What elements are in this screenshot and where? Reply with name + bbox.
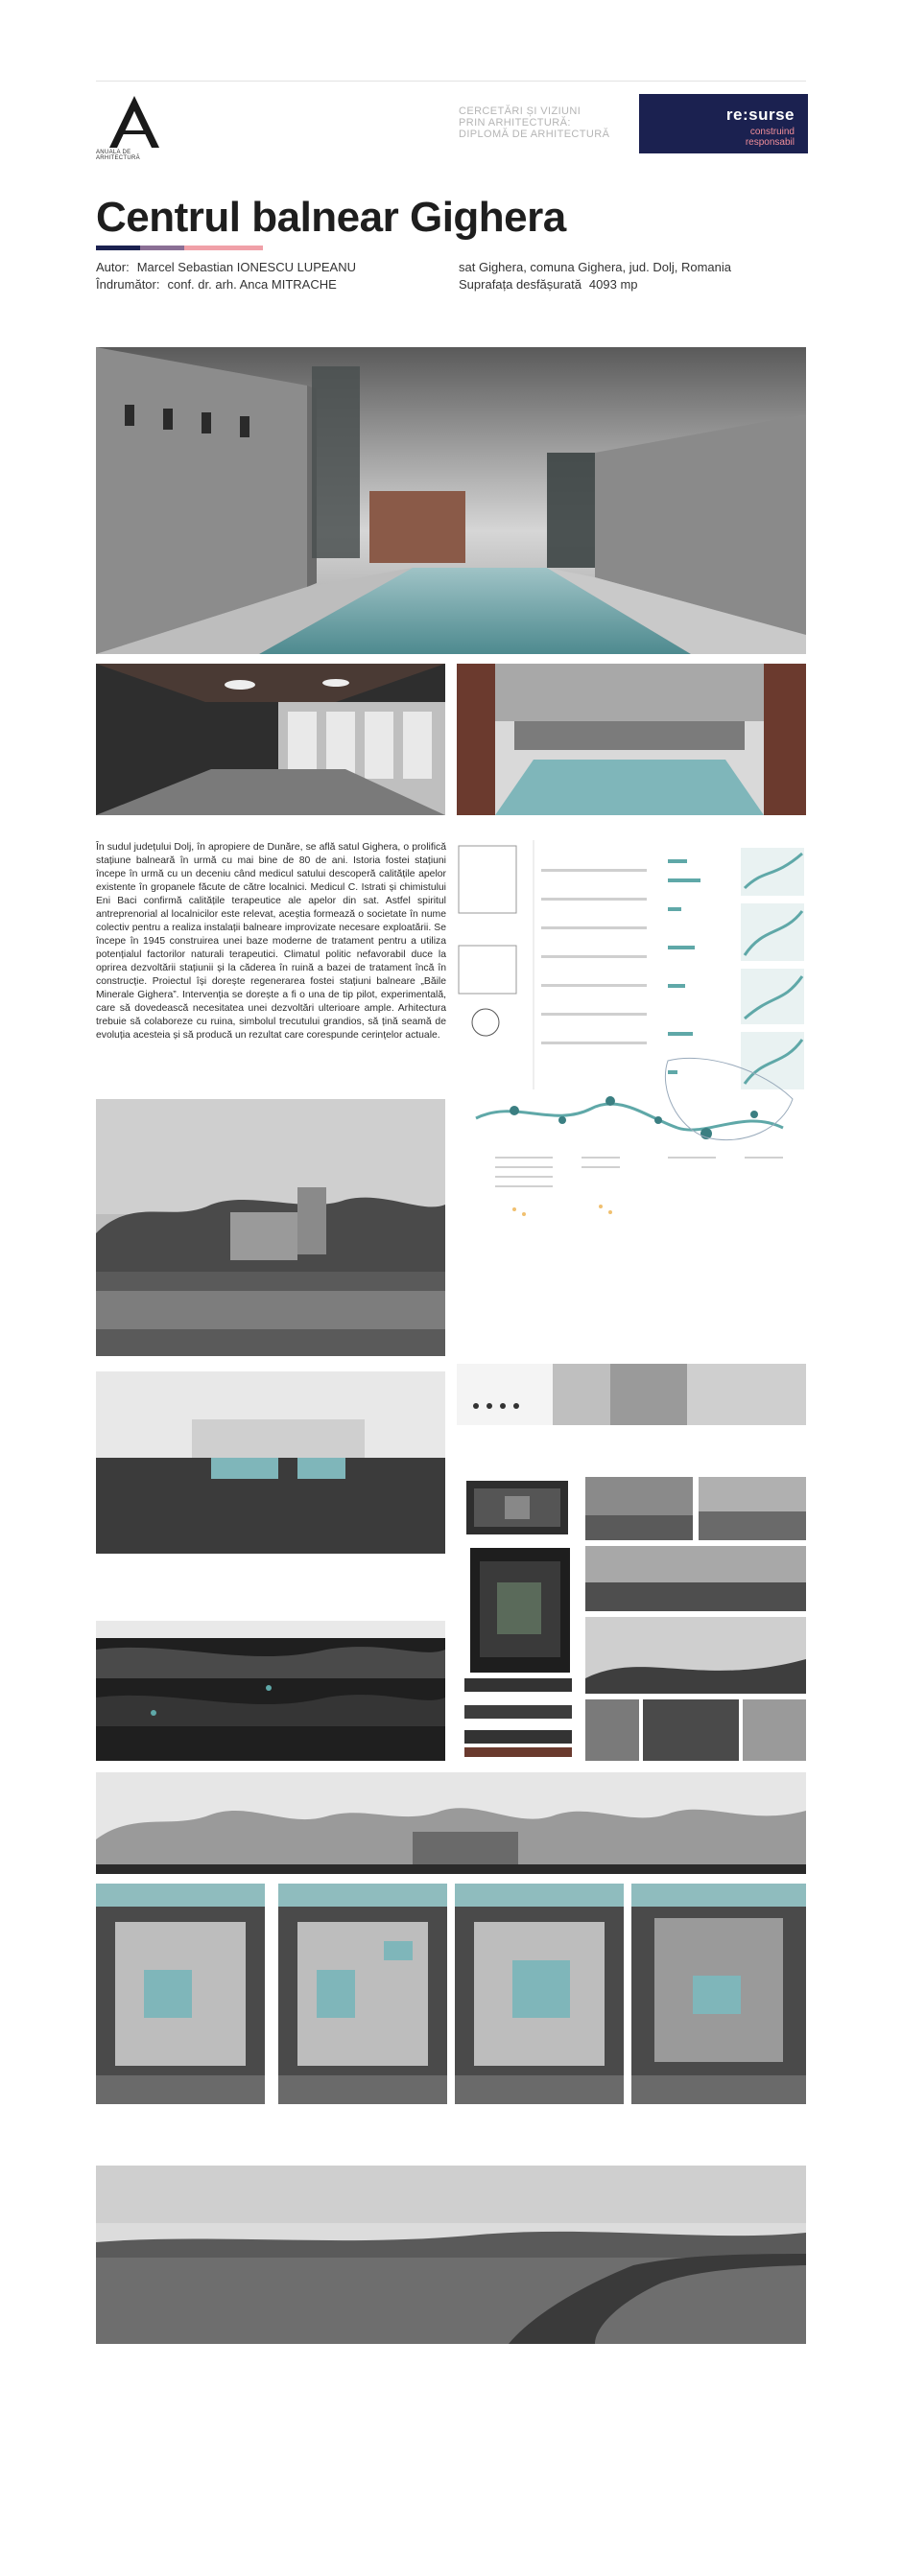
floor-plan-3-image: [455, 1884, 624, 2104]
section-drawing-image: [96, 1371, 445, 1554]
elevations-image: [464, 1676, 572, 1759]
project-description: În sudul județului Dolj, în apropiere de Dunăre, se află satul Gighera, o prolifică stațiune balneară în urmă cu mai bine de 80 de ani. Istoria fostei stațiuni începe în urmă cu un deceniu când medicul satului descoperă calitățile apelor existente în gropanele făcute de către localnici. Medicul C. Istrati și chimistului Eni Baci confirmă calitățile terapeutice ale apelor din sat. Astfel spiritul antreprenorial al localnicilor este relevat, aceștia formează o societate în nume colectiv pentru a realiza instalații balneare improvizate necesare exploatării. Se începe în 1945 construirea unei baze moderne de tratament pentru a utiliza potențialul factorilor naturali terapeutici. Climatul politic nefavorabil duce la oprirea dezvoltării stațiunii și la căderea în ruină a bazei de tratament încă în construcție. Proiectul își dorește regenerarea fostei stațiuni balneare „Băile Minerale Gighera”. Intervenția se dorește a fi o una de tip pilot, experimentală, care să dovedească necesitatea unei dezvoltări ulterioare ample. Arhitectura trebuie să colaboreze cu ruina, simbolul trecutului grandios, să țină seamă de evoluția acesteia și să producă un rezultat care corespunde cerințelor actuale.: [96, 842, 446, 1041]
badge-subtitle: construind responsabil: [745, 127, 795, 148]
author-name: Marcel Sebastian IONESCU LUPEANU: [136, 260, 356, 274]
ground-section-image: [96, 1621, 445, 1761]
technical-strip-image: [457, 1364, 806, 1425]
credits: Autor: Marcel Sebastian IONESCU LUPEANU Îndrumător: conf. dr. arh. Anca MITRACHE: [96, 260, 356, 292]
coordinator-name: conf. dr. arh. Anca MITRACHE: [167, 277, 337, 292]
title-bar-mauve: [140, 246, 184, 250]
location: sat Gighera, comuna Gighera, jud. Dolj, Romania: [459, 260, 731, 274]
site-analysis-diagrams: [457, 840, 806, 1224]
ground-plan-image: [470, 1548, 570, 1673]
floor-plan-1-image: [96, 1884, 265, 2104]
floor-plan-4-image: [631, 1884, 806, 2104]
site-info: sat Gighera, comuna Gighera, jud. Dolj, Romania Suprafața desfășurată 4093 mp: [459, 260, 731, 292]
title-bar-pink: [184, 246, 263, 250]
roof-plan-image: [466, 1481, 568, 1534]
landscape-road-image: [96, 2166, 806, 2344]
courtyard-render-image: [457, 664, 806, 815]
site-photo-image: [96, 1099, 445, 1356]
area-value: 4093 mp: [588, 277, 638, 292]
badge-title: re:surse: [725, 105, 795, 124]
panoramic-elevation-image: [96, 1772, 806, 1874]
logo-label: ANUALA DE ARHITECTURĂ: [96, 150, 140, 161]
resurse-badge: [639, 94, 808, 153]
site-photos-grid: [585, 1477, 806, 1761]
interior-render-image: [96, 664, 445, 815]
floor-plan-2-image: [278, 1884, 447, 2104]
hero-render-image: [96, 347, 806, 654]
page-title: Centrul balnear Gighera: [96, 194, 566, 241]
top-rule: [96, 81, 806, 82]
title-bar-navy: [96, 246, 140, 250]
tagline: CERCETĂRI ȘI VIZIUNI PRIN ARHITECTURĂ: DIPLOMĂ DE ARHITECTURĂ: [459, 105, 610, 140]
